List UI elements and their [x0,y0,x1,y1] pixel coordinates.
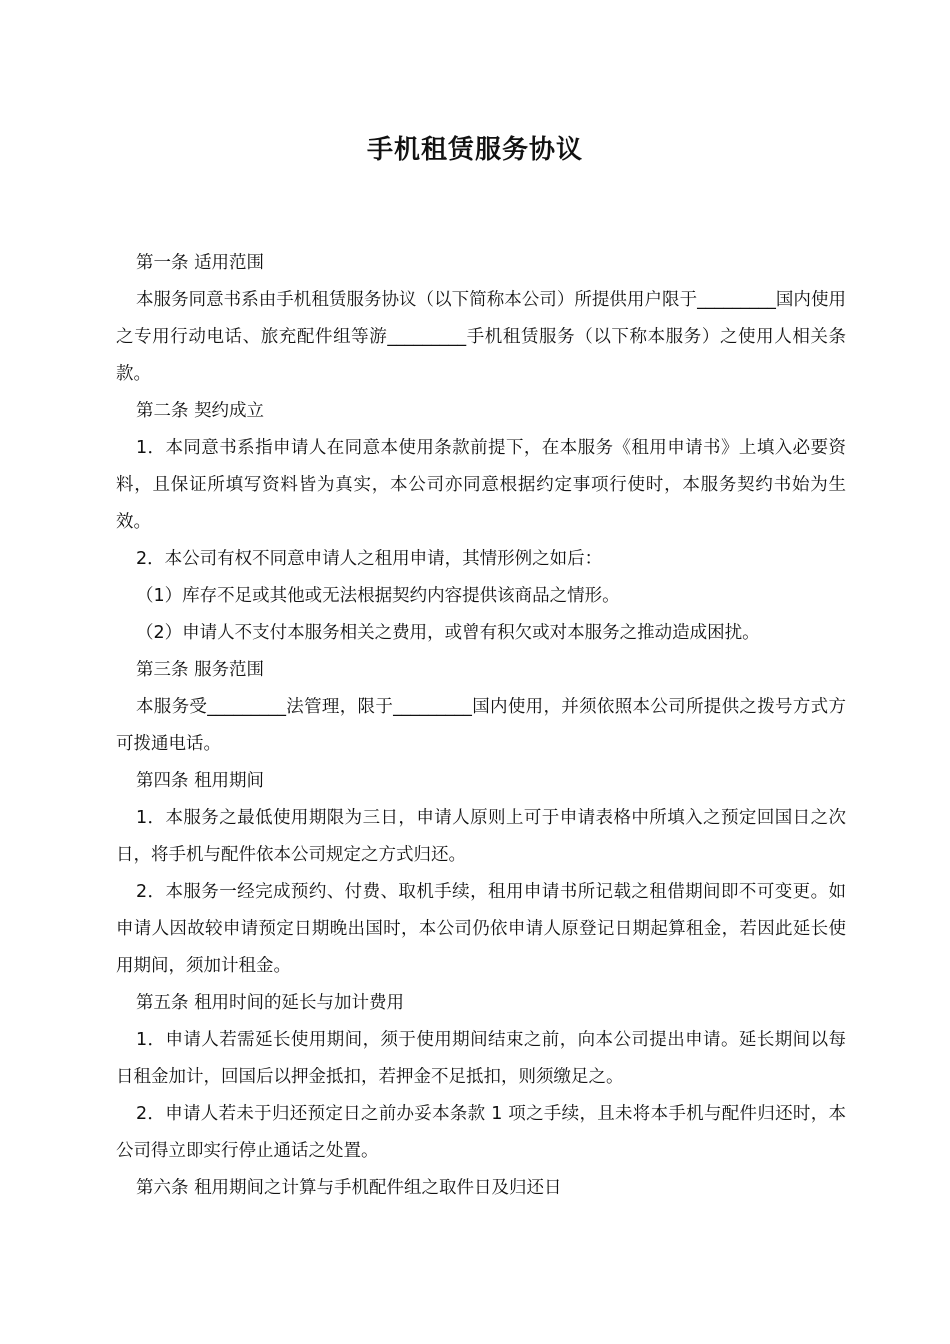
section-heading: 第三条 服务范围 [136,660,265,680]
section-heading: 第四条 租用期间 [136,771,265,791]
document-body [116,245,846,1207]
section-paragraph: 本服务受_________法管理，限于_________国内使用，并须依照本公司所提供之拨号方式方可拨通电话。 [116,697,846,754]
section-heading: 第一条 适用范围 [136,253,265,273]
section-paragraph: 1．申请人若需延长使用期间，须于使用期间结束之前，向本公司提出申请。延长期间以每日租金加计，回国后以押金抵扣，若押金不足抵扣，则须缴足之。 [116,1030,846,1087]
section-paragraph: 1．本服务之最低使用期限为三日，申请人原则上可于申请表格中所填入之预定回国日之次日，将手机与配件依本公司规定之方式归还。 [116,808,846,865]
section-paragraph: 2．本公司有权不同意申请人之租用申请，其情形例之如后： [136,549,603,569]
section-paragraph: 2．申请人若未于归还预定日之前办妥本条款 1 项之手续，且未将本手机与配件归还时，本公司得立即实行停止通话之处置。 [116,1104,846,1161]
section-paragraph: 1．本同意书系指申请人在同意本使用条款前提下，在本服务《租用申请书》上填入必要资料，且保证所填写资料皆为真实，本公司亦同意根据约定事项行使时，本服务契约书始为生效。 [116,438,846,532]
section-paragraph: 2．本服务一经完成预约、付费、取机手续，租用申请书所记载之租借期间即不可变更。如申请人因故较申请预定日期晚出国时，本公司仍依申请人原登记日期起算租金，若因此延长使用期间，须加计租金。 [116,882,846,976]
section-heading: 第二条 契约成立 [136,401,265,421]
section-heading: 第五条 租用时间的延长与加计费用 [136,993,405,1013]
section-paragraph: 本服务同意书系由手机租赁服务协议（以下简称本公司）所提供用户限于_________国内使用之专用行动电话、旅充配件组等游_________手机租赁服务（以下称本服务）之使用人相关条款。 [116,290,846,384]
list-item: （1）库存不足或其他或无法根据契约内容提供该商品之情形。 [136,586,620,606]
list-item: （2）申请人不支付本服务相关之费用，或曾有积欠或对本服务之推动造成困扰。 [136,623,760,643]
document-title: 手机租赁服务协议 [366,135,583,165]
section-heading: 第六条 租用期间之计算与手机配件组之取件日及归还日 [136,1178,562,1198]
